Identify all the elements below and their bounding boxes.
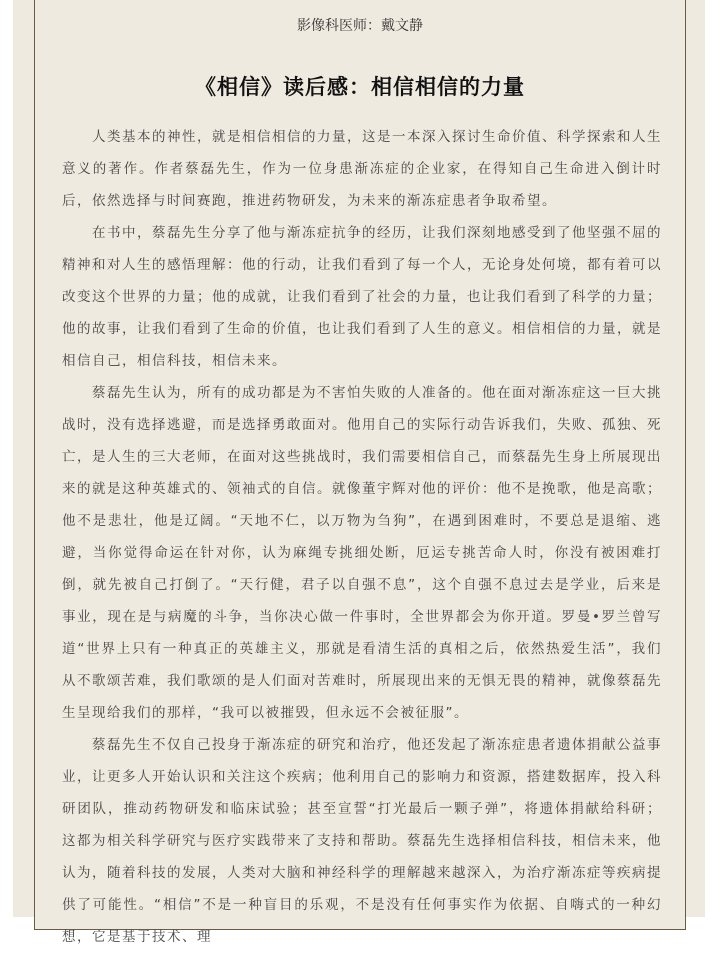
page-background — [13, 0, 705, 945]
article-title: 《相信》读后感：相信相信的力量 — [195, 74, 525, 99]
paragraph: 人类基本的神性，就是相信相信的力量，这是一本深入探讨生命价值、科学探索和人生意义的著作。作者蔡磊先生，作为一位身患渐冻症的企业家，在得知自己生命进入倒计时后，依然选择与时间赛跑，推进药物研发，为未来的渐冻症患者争取希望。 — [62, 129, 662, 209]
paragraph: 在书中，蔡磊先生分享了他与渐冻症抗争的经历，让我们深刻地感受到了他坚强不屈的精神和对人生的感悟理解：他的行动，让我们看到了每一个人，无论身处何境，都有着可以改变这个世界的力量；他的成就，让我们看到了社会的力量，也让我们看到了科学的力量；他的故事，让我们看到了生命的价值，也让我们看到了人生的意义。相信相信的力量，就是相信自己，相信科技，相信未来。 — [62, 225, 662, 369]
document-page — [34, 0, 686, 945]
article-body — [62, 121, 662, 953]
author-line: 影像科医师：戴文静 — [297, 18, 423, 34]
paragraph: 蔡磊先生认为，所有的成功都是为不害怕失败的人准备的。他在面对渐冻症这一巨大挑战时，没有选择逃避，而是选择勇敢面对。他用自己的实际行动告诉我们，失败、孤独、死亡，是人生的三大老师，在面对这些挑战时，我们需要相信自己，而蔡磊先生身上所展现出来的就是这种英雄式的、领袖式的自信。就像董宇辉对他的评价：他不是挽歌，他是高歌；他不是悲壮，他是辽阔。“天地不仁，以万物为刍狗”，在遇到困难时，不要总是退缩、逃避，当你觉得命运在针对你，认为麻绳专挑细处断，厄运专挑苦命人时，你没有被困难打倒，就先被自己打倒了。“天行健，君子以自强不息”，这个自强不息过去是学业，后来是事业，现在是与病魔的斗争，当你决心做一件事时，全世界都会为你开道。罗曼•罗兰曾写道“世界上只有一种真正的英雄主义，那就是看清生活的真相之后，依然热爱生活”，我们从不歌颂苦难，我们歌颂的是人们面对苦难时，所展现出来的无惧无畏的精神，就像蔡磊先生呈现给我们的那样，“我可以被摧毁，但永远不会被征服”。 — [62, 385, 662, 721]
paragraph: 蔡磊先生不仅自己投身于渐冻症的研究和治疗，他还发起了渐冻症患者遗体捐献公益事业，让更多人开始认识和关注这个疾病；他利用自己的影响力和资源，搭建数据库，投入科研团队，推动药物研发和临床试验；甚至宣誓“打光最后一颗子弹”，将遗体捐献给科研；这都为相关科学研究与医疗实践带来了支持和帮助。蔡磊先生选择相信科技，相信未来，他认为，随着科技的发展，人类对大脑和神经科学的理解越来越深入，为治疗渐冻症等疾病提供了可能性。“相信”不是一种盲目的乐观，不是没有任何事实作为依据、自嗨式的一种幻想，它是基于技术、理 — [62, 737, 662, 945]
